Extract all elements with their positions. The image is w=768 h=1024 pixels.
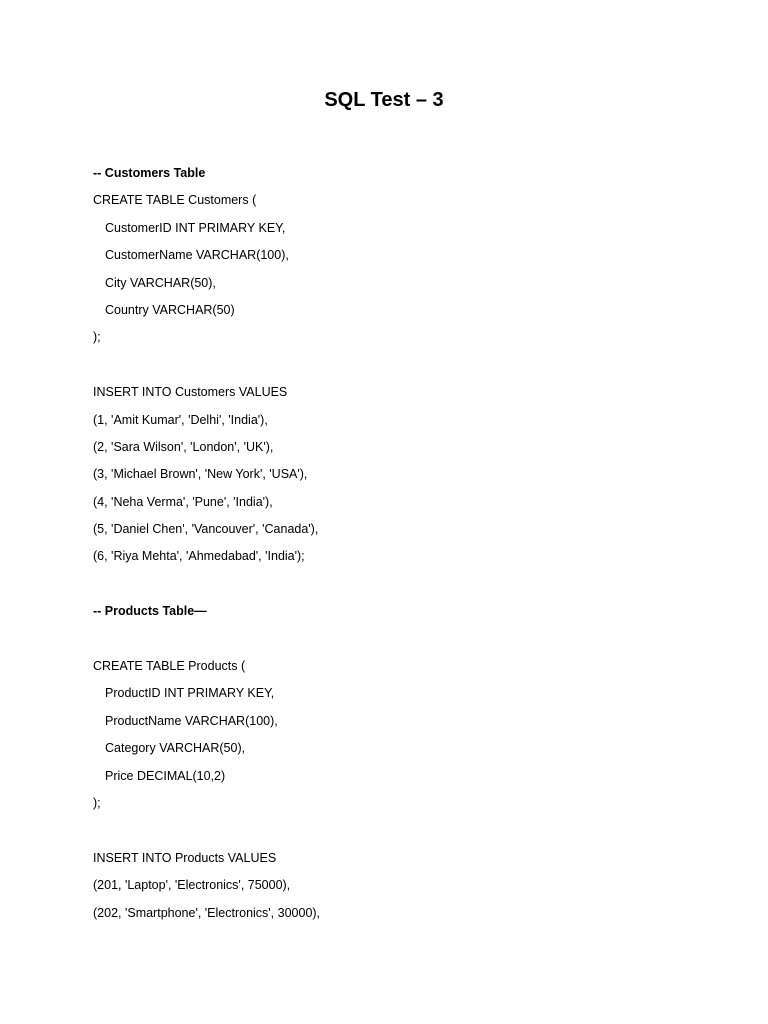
code-line: Country VARCHAR(50) — [105, 302, 235, 317]
blank-line — [93, 817, 713, 844]
code-line: ); — [93, 795, 101, 810]
code-line: (4, 'Neha Verma', 'Pune', 'India'), — [93, 494, 273, 509]
code-line: CREATE TABLE Products ( — [93, 659, 246, 674]
code-line: Price DECIMAL(10,2) — [105, 768, 226, 783]
code-line: ); — [93, 330, 101, 345]
code-line: (1, 'Amit Kumar', 'Delhi', 'India'), — [93, 412, 268, 427]
code-line: INSERT INTO Customers VALUES — [93, 385, 288, 400]
code-line: (2, 'Sara Wilson', 'London', 'UK'), — [93, 439, 274, 454]
code-line: CREATE TABLE Customers ( — [93, 193, 257, 208]
code-line: INSERT INTO Products VALUES — [93, 850, 277, 865]
page-title: SQL Test – 3 — [324, 89, 444, 111]
code-line: CustomerID INT PRIMARY KEY, — [105, 220, 286, 235]
code-line: City VARCHAR(50), — [105, 275, 216, 290]
blank-line — [93, 626, 713, 653]
code-line: Category VARCHAR(50), — [105, 741, 246, 756]
code-line: (6, 'Riya Mehta', 'Ahmedabad', 'India'); — [93, 549, 305, 564]
code-line: (3, 'Michael Brown', 'New York', 'USA'), — [93, 467, 308, 482]
blank-line — [93, 352, 713, 379]
blank-line — [93, 571, 713, 598]
sql-code-body — [93, 160, 713, 927]
code-line: (202, 'Smartphone', 'Electronics', 30000), — [93, 905, 321, 920]
code-line: (5, 'Daniel Chen', 'Vancouver', 'Canada'), — [93, 522, 319, 537]
code-line: ProductID INT PRIMARY KEY, — [105, 686, 275, 701]
code-line: CustomerName VARCHAR(100), — [105, 248, 289, 263]
section-comment: -- Products Table— — [93, 604, 207, 619]
section-comment: -- Customers Table — [93, 166, 206, 180]
code-line: ProductName VARCHAR(100), — [105, 713, 278, 728]
code-line: (201, 'Laptop', 'Electronics', 75000), — [93, 878, 291, 893]
